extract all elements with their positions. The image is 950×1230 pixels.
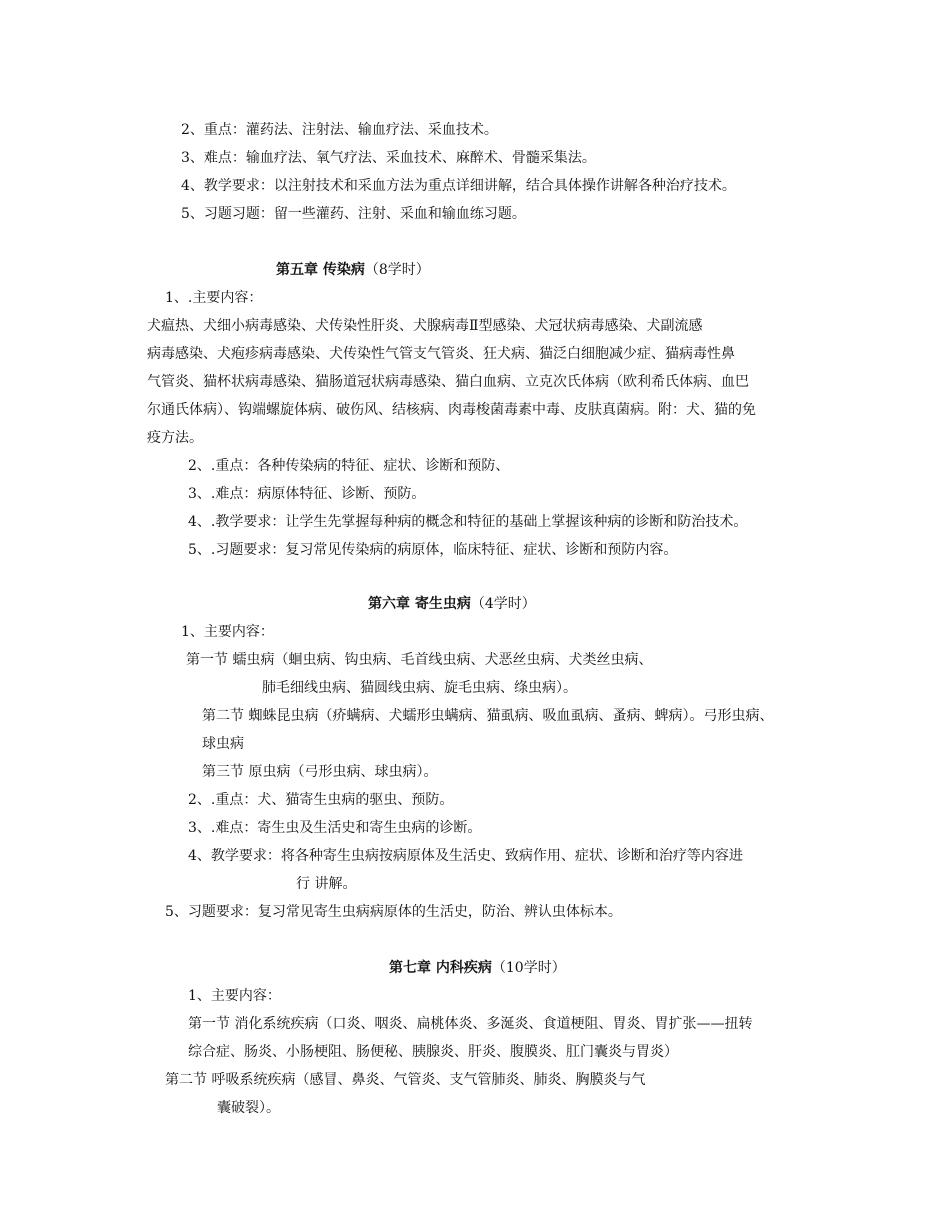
ch6-key-points: 2、.重点：犬、猫寄生虫病的驱虫、预防。 xyxy=(188,792,454,808)
ch6-section-1-cont: 肺毛细线虫病、猫圆线虫病、旋毛虫病、绦虫病）。 xyxy=(262,680,577,696)
ch6-exercise-requirements: 5、习题要求：复习常见寄生虫病病原体的生活史，防治、辨认虫体标本。 xyxy=(165,904,622,920)
ch5-key-points: 2、.重点：各种传染病的特征、症状、诊断和预防、 xyxy=(188,458,510,474)
ch5-content-line-3: 气管炎、猫杯状病毒感染、猫肠道冠状病毒感染、猫白血病、立克次氏体病（欧利希氏体病、血巴 xyxy=(147,374,749,390)
ch6-teaching-requirements: 4、教学要求：将各种寄生虫病按病原体及生活史、致病作用、症状、诊断和治疗等内容进 xyxy=(188,848,743,864)
ch5-main-content-label: 1、.主要内容： xyxy=(165,290,263,306)
chapter-5-heading xyxy=(276,256,430,284)
ch7-section-2: 第二节 呼吸系统疾病（感冒、鼻炎、气管炎、支气管肺炎、肺炎、胸膜炎与气 xyxy=(165,1072,646,1088)
ch5-content-line-4: 尔通氏体病）、钩端螺旋体病、破伤风、结核病、肉毒梭菌毒素中毒、皮肤真菌病。附：犬、猫的免 xyxy=(147,402,756,418)
ch6-difficulties: 3、.难点：寄生虫及生活史和寄生虫病的诊断。 xyxy=(188,820,482,836)
ch6-section-1: 第一节 蠕虫病（蛔虫病、钩虫病、毛首线虫病、犬恶丝虫病、犬类丝虫病、 xyxy=(186,652,653,668)
chapter-7-title: 第七章 内科疾病 xyxy=(389,960,492,976)
chapter-5-title: 第五章 传染病 xyxy=(276,262,365,278)
ch5-content-line-2: 病毒感染、犬疱疹病毒感染、犬传染性气管支气管炎、狂犬病、猫泛白细胞减少症、猫病毒性鼻 xyxy=(147,346,735,362)
ch6-teaching-requirements-cont: 行 讲解。 xyxy=(296,876,357,892)
ch5-exercise-requirements: 5、.习题要求：复习常见传染病的病原体，临床特征、症状、诊断和预防内容。 xyxy=(188,542,678,558)
difficulties-line: 3、难点：输血疗法、氧气疗法、采血技术、麻醉术、骨髓采集法。 xyxy=(181,150,596,166)
teaching-requirements-line: 4、教学要求：以注射技术和采血方法为重点详细讲解，结合具体操作讲解各种治疗技术。 xyxy=(181,178,736,194)
ch5-content-line-5: 疫方法。 xyxy=(147,430,203,446)
chapter-5-hours: （8学时） xyxy=(364,262,430,278)
key-points-line: 2、重点：灌药法、注射法、输血疗法、采血技术。 xyxy=(181,122,498,138)
chapter-6-heading xyxy=(368,590,536,618)
chapter-6-hours: （4学时） xyxy=(470,596,536,612)
exercises-line: 5、习题习题：留一些灌药、注射、采血和输血练习题。 xyxy=(181,206,526,222)
ch6-section-3: 第三节 原虫病（弓形虫病、球虫病）。 xyxy=(202,764,438,780)
chapter-6-title: 第六章 寄生虫病 xyxy=(368,596,471,612)
ch5-teaching-requirements: 4、.教学要求：让学生先掌握每种病的概念和特征的基础上掌握该种病的诊断和防治技术。 xyxy=(188,514,748,530)
ch5-difficulties: 3、.难点：病原体特征、诊断、预防。 xyxy=(188,486,426,502)
ch5-content-line-1: 犬瘟热、犬细小病毒感染、犬传染性肝炎、犬腺病毒Ⅱ型感染、犬冠状病毒感染、犬副流感 xyxy=(147,318,703,334)
ch6-section-2-cont: 球虫病 xyxy=(202,736,244,752)
chapter-7-hours: （10学时） xyxy=(491,960,566,976)
chapter-7-heading xyxy=(389,954,566,982)
ch6-main-content-label: 1、主要内容： xyxy=(181,624,274,640)
ch6-section-2: 第二节 蜘蛛昆虫病（疥螨病、犬蠕形虫螨病、猫虱病、吸血虱病、蚤病、蜱病）。弓形虫病、 xyxy=(202,708,774,724)
ch7-section-2-cont: 囊破裂）。 xyxy=(217,1100,280,1116)
ch7-section-1-cont: 综合症、肠炎、小肠梗阻、肠便秘、胰腺炎、肝炎、腹膜炎、肛门囊炎与胃炎） xyxy=(188,1044,678,1060)
ch7-section-1: 第一节 消化系统疾病（口炎、咽炎、扁桃体炎、多涎炎、食道梗阻、胃炎、胃扩张——扭转 xyxy=(188,1016,753,1032)
ch7-main-content-label: 1、主要内容： xyxy=(188,988,281,1004)
